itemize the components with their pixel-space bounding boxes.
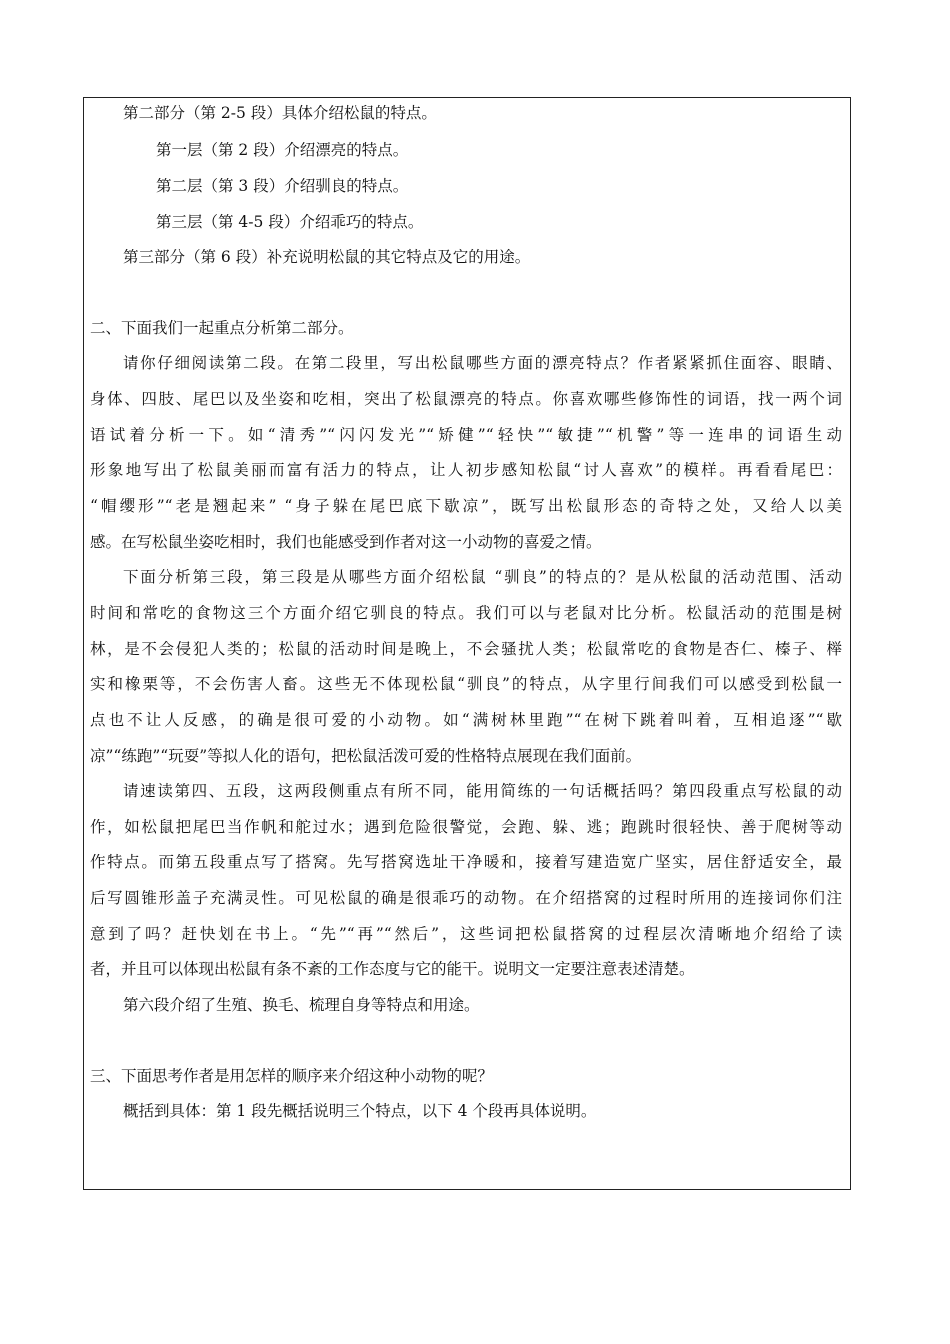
paragraph-line: 意到了吗？赶快划在书上。“先”“再”“然后”，这些词把松鼠搭窝的过程层次清晰地介绍给了读 (90, 925, 842, 943)
paragraph-line: 感。在写松鼠坐姿吃相时，我们也能感受到作者对这一小动物的喜爱之情。 (90, 533, 602, 551)
paragraph-line: 实和橡栗等，不会伤害人畜。这些无不体现松鼠“驯良”的特点，从字里行间我们可以感受到松鼠一 (90, 675, 842, 693)
outline-part-two: 第二部分（第 2-5 段）具体介绍松鼠的特点。 (123, 104, 437, 122)
paragraph-line: 者，并且可以体现出松鼠有条不紊的工作态度与它的能干。说明文一定要注意表述清楚。 (90, 960, 695, 978)
outline-layer-two: 第二层（第 3 段）介绍驯良的特点。 (156, 177, 409, 195)
outline-part-three: 第三部分（第 6 段）补充说明松鼠的其它特点及它的用途。 (123, 248, 531, 266)
paragraph-line: 身体、四肢、尾巴以及坐姿和吃相，突出了松鼠漂亮的特点。你喜欢哪些修饰性的词语，找一两个词 (90, 390, 842, 408)
paragraph-line: 凉”“练跑”“玩耍”等拟人化的语句，把松鼠活泼可爱的性格特点展现在我们面前。 (90, 747, 642, 765)
paragraph-line: 点也不让人反感，的确是很可爱的小动物。如“满树林里跑”“在树下跳着叫着，互相追逐”“歇 (90, 711, 842, 729)
paragraph-line: 林，是不会侵犯人类的；松鼠的活动时间是晚上，不会骚扰人类；松鼠常吃的食物是杏仁、榛子、榉 (90, 640, 842, 658)
section-heading-three: 三、下面思考作者是用怎样的顺序来介绍这种小动物的呢？ (90, 1067, 494, 1085)
paragraph-line: 作，如松鼠把尾巴当作帆和舵过水；遇到危险很警觉，会跑、躲、逃；跑跳时很轻快、善于爬树等动 (90, 818, 842, 836)
paragraph-line: 语试着分析一下。如“清秀”“闪闪发光”“矫健”“轻快”“敏捷”“机警”等一连串的词语生动 (90, 426, 842, 444)
paragraph-line: 后写圆锥形盖子充满灵性。可见松鼠的确是很乖巧的动物。在介绍搭窝的过程时所用的连接词你们注 (90, 889, 842, 907)
paragraph-line: 时间和常吃的食物这三个方面介绍它驯良的特点。我们可以与老鼠对比分析。松鼠活动的范围是树 (90, 604, 842, 622)
paragraph-line: 请你仔细阅读第二段。在第二段里，写出松鼠哪些方面的漂亮特点？作者紧紧抓住面容、眼睛、 (123, 354, 842, 372)
paragraph-line: 下面分析第三段，第三段是从哪些方面介绍松鼠 “驯良”的特点的？是从松鼠的活动范围、活动 (123, 568, 842, 586)
paragraph-line: 形象地写出了松鼠美丽而富有活力的特点，让人初步感知松鼠“讨人喜欢”的模样。再看看尾巴： (90, 461, 842, 479)
paragraph-line: 第六段介绍了生殖、换毛、梳理自身等特点和用途。 (123, 996, 480, 1014)
paragraph-line: “帽缨形”“老是翘起来” “身子躲在尾巴底下歇凉”，既写出松鼠形态的奇特之处，又给人以美 (90, 497, 842, 515)
outline-layer-three: 第三层（第 4-5 段）介绍乖巧的特点。 (156, 213, 424, 231)
paragraph-line: 请速读第四、五段，这两段侧重点有所不同，能用简练的一句话概括吗？第四段重点写松鼠的动 (123, 782, 842, 800)
paragraph-line: 作特点。而第五段重点写了搭窝。先写搭窝选址干净暖和，接着写建造宽广坚实，居住舒适安全，最 (90, 853, 842, 871)
section-heading-two: 二、下面我们一起重点分析第二部分。 (90, 319, 354, 337)
paragraph-line: 概括到具体：第 1 段先概括说明三个特点，以下 4 个段再具体说明。 (123, 1102, 597, 1120)
outline-layer-one: 第一层（第 2 段）介绍漂亮的特点。 (156, 141, 409, 159)
